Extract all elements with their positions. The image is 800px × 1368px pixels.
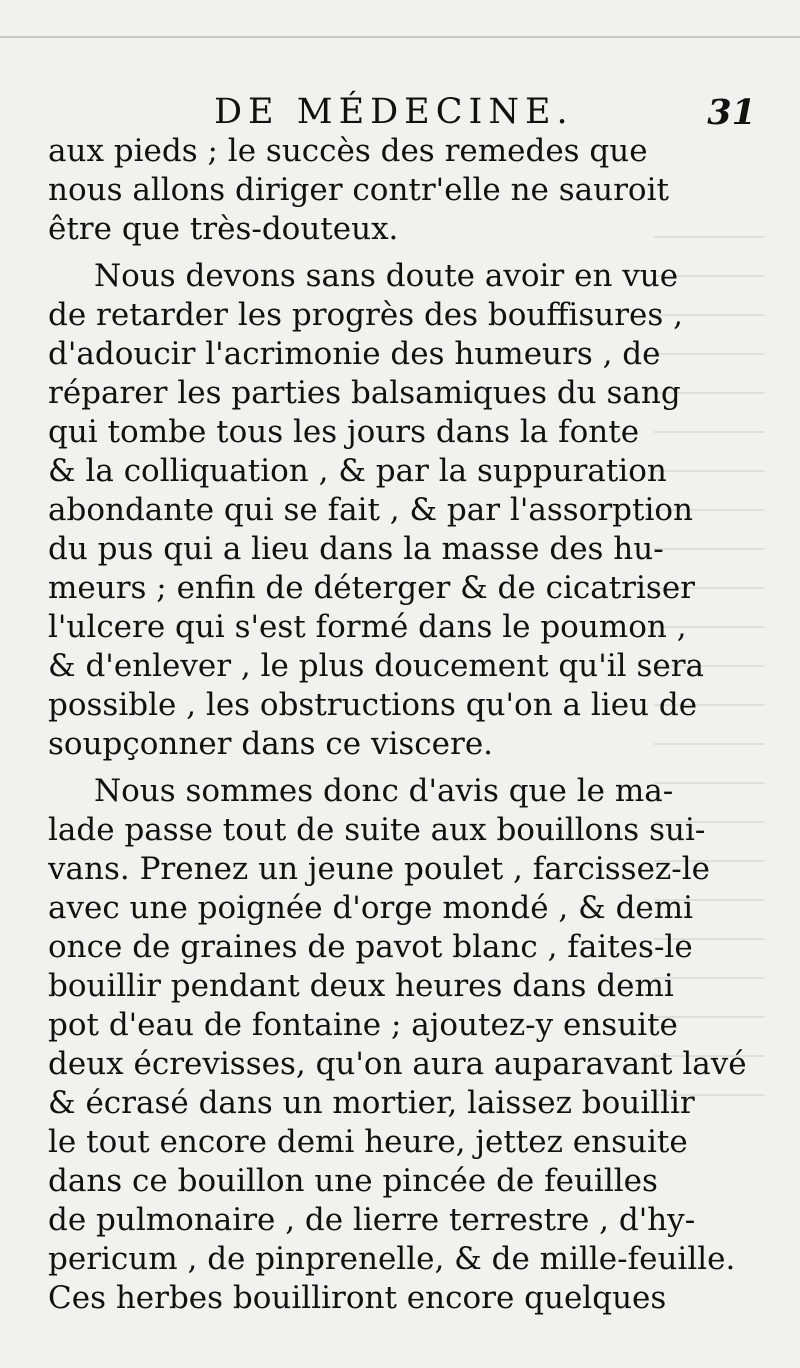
text-line: le tout encore demi heure, jettez ensuite bbox=[48, 1124, 688, 1160]
text-line: Ces herbes bouilliront encore quelques bbox=[48, 1280, 667, 1316]
page-number: 31 bbox=[707, 92, 756, 133]
running-head: DE MÉDECINE. bbox=[214, 92, 574, 132]
text-line: once de graines de pavot blanc , faites-le bbox=[48, 929, 693, 965]
text-line: de retarder les progrès des bouffisures , bbox=[48, 297, 683, 333]
text-line: dans ce bouillon une pincée de feuilles bbox=[48, 1163, 658, 1199]
text-line: du pus qui a lieu dans la masse des hu- bbox=[48, 531, 664, 567]
text-line: meurs ; enfin de déterger & de cicatriser bbox=[48, 570, 695, 606]
text-line: l'ulcere qui s'est formé dans le poumon , bbox=[48, 609, 687, 645]
text-line: pot d'eau de fontaine ; ajoutez-y ensuite bbox=[48, 1007, 678, 1043]
text-line: aux pieds ; le succès des remedes que bbox=[48, 133, 648, 169]
text-line: qui tombe tous les jours dans la fonte bbox=[48, 414, 640, 450]
body-text bbox=[48, 132, 748, 1318]
text-line: deux écrevisses, qu'on aura auparavant lavé bbox=[48, 1046, 747, 1082]
paragraph-2 bbox=[48, 257, 748, 764]
text-line: vans. Prenez un jeune poulet , farcissez-le bbox=[48, 851, 711, 887]
paragraph-gap bbox=[48, 764, 748, 772]
text-line: lade passe tout de suite aux bouillons sui- bbox=[48, 812, 706, 848]
text-line: réparer les parties balsamiques du sang bbox=[48, 375, 681, 411]
text-line: d'adoucir l'acrimonie des humeurs , de bbox=[48, 336, 661, 372]
text-line: avec une poignée d'orge mondé , & demi bbox=[48, 890, 694, 926]
text-line: soupçonner dans ce viscere. bbox=[48, 726, 494, 762]
text-line: pericum , de pinprenelle, & de mille-feuille. bbox=[48, 1241, 736, 1277]
text-line: Nous devons sans doute avoir en vue bbox=[94, 258, 679, 294]
text-line: & écrasé dans un mortier, laissez bouillir bbox=[48, 1085, 695, 1121]
text-line: être que très-douteux. bbox=[48, 211, 399, 247]
text-line: nous allons diriger contr'elle ne sauroit bbox=[48, 172, 669, 208]
page-header bbox=[44, 92, 756, 134]
paragraph-gap bbox=[48, 249, 748, 257]
text-line: bouillir pendant deux heures dans demi bbox=[48, 968, 674, 1004]
text-line: possible , les obstructions qu'on a lieu de bbox=[48, 687, 698, 723]
text-line: abondante qui se fait , & par l'assorption bbox=[48, 492, 693, 528]
text-line: de pulmonaire , de lierre terrestre , d'hy- bbox=[48, 1202, 696, 1238]
paragraph-1 bbox=[48, 132, 748, 249]
paragraph-3 bbox=[48, 772, 748, 1318]
page-top-edge bbox=[0, 36, 800, 38]
text-line: & d'enlever , le plus doucement qu'il sera bbox=[48, 648, 704, 684]
text-line: Nous sommes donc d'avis que le ma- bbox=[94, 773, 674, 809]
text-line: & la colliquation , & par la suppuration bbox=[48, 453, 667, 489]
